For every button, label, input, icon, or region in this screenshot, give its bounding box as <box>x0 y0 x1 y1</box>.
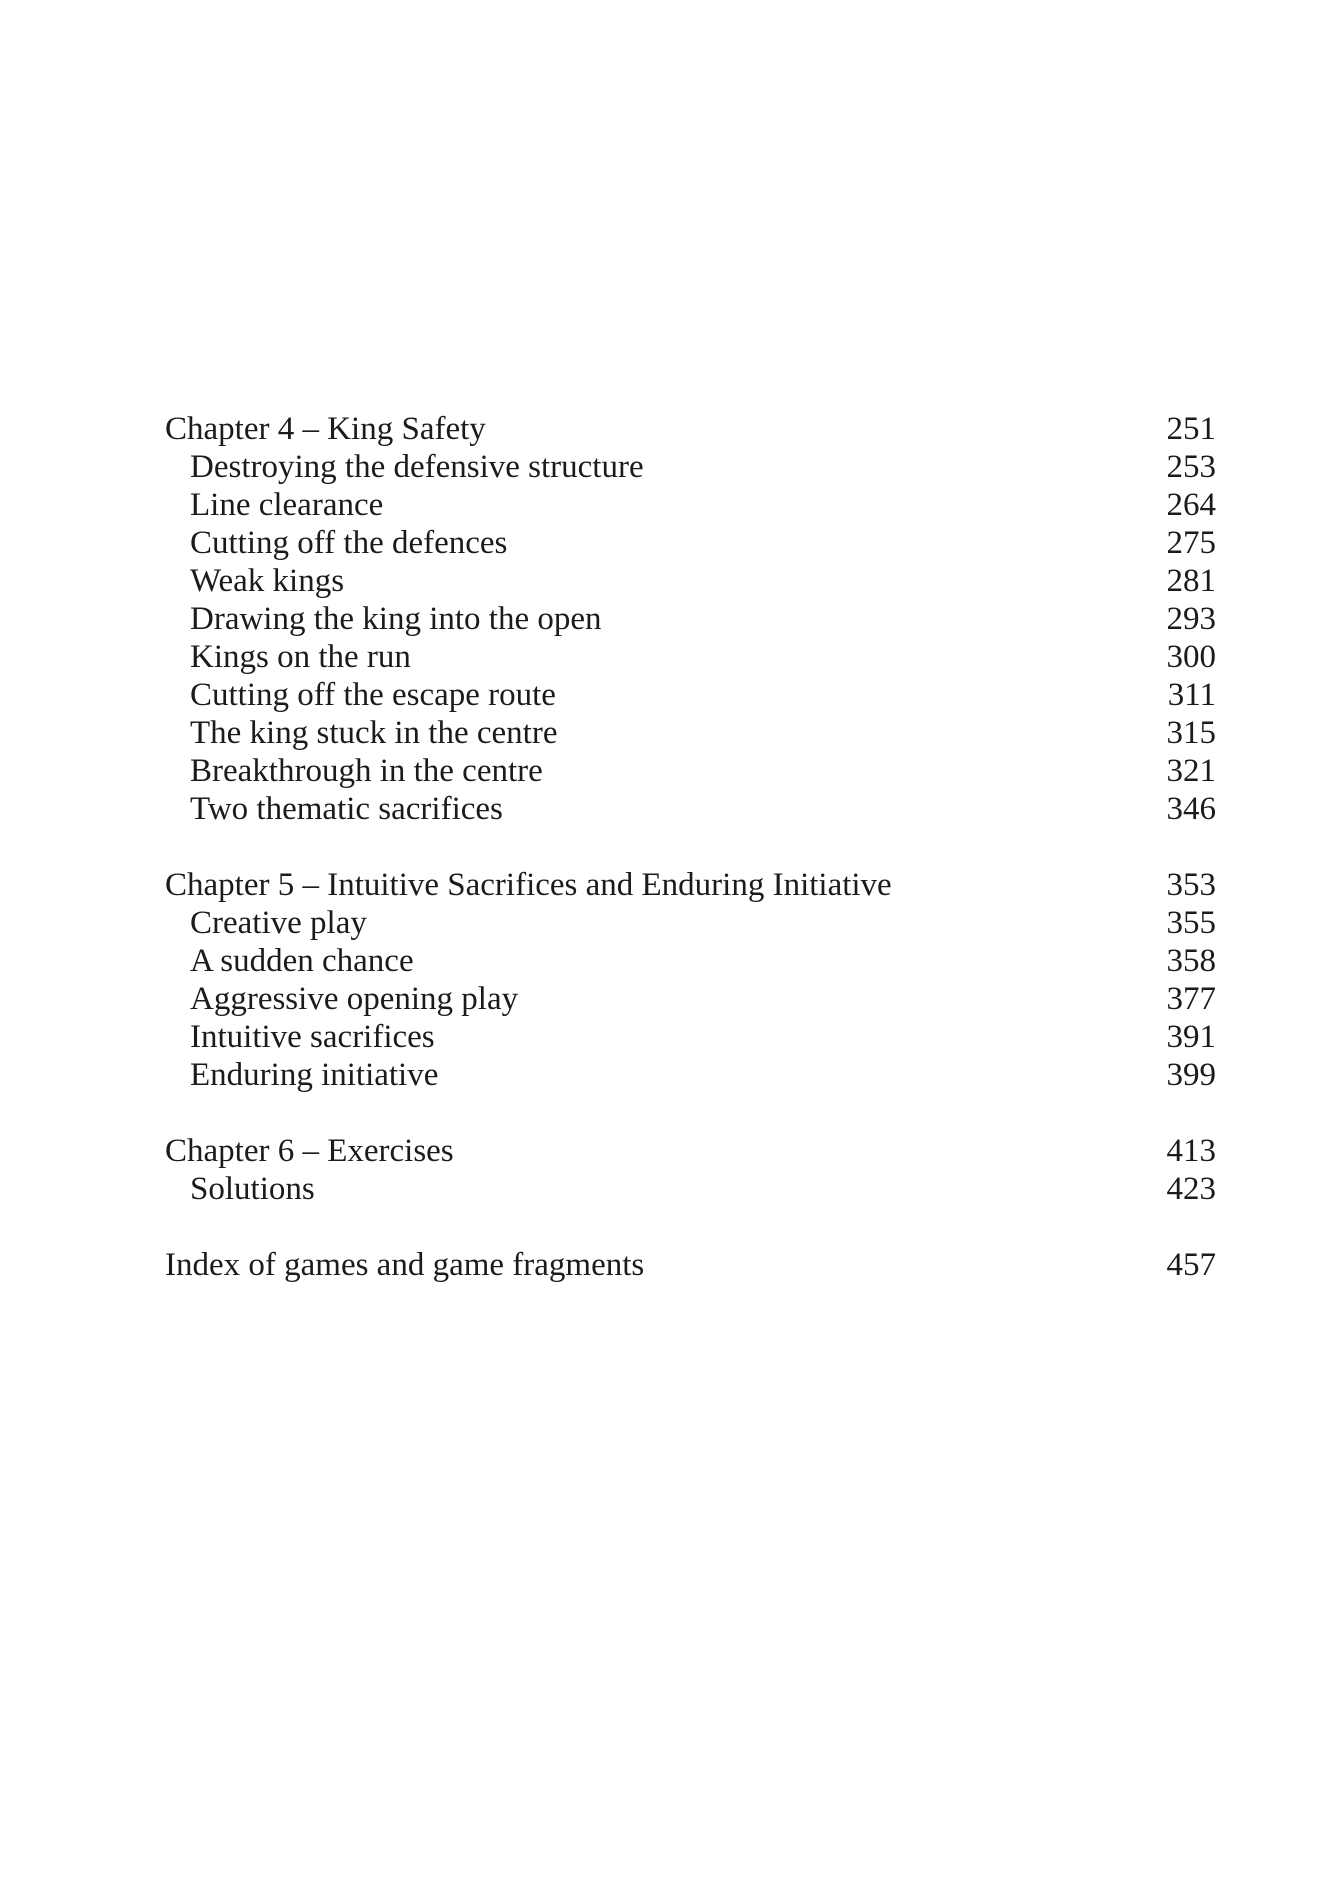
toc-entry-page-number: 399 <box>1166 1057 1216 1093</box>
toc-section <box>165 1132 1216 1208</box>
toc-entry-page-number: 311 <box>1167 677 1216 713</box>
toc-entry-label: Kings on the run <box>190 639 411 675</box>
toc-entry-label: The king stuck in the centre <box>190 715 558 751</box>
toc-entry-label: Two thematic sacrifices <box>190 791 503 827</box>
toc-entry-row <box>165 448 1216 486</box>
toc-chapter-row <box>165 410 1216 448</box>
toc-chapter-page-number: 457 <box>1166 1247 1216 1283</box>
toc-entry-label: Cutting off the defences <box>190 525 508 561</box>
toc-chapter-row <box>165 1246 1216 1284</box>
table-of-contents <box>165 410 1216 1322</box>
toc-section <box>165 866 1216 1094</box>
toc-entry-page-number: 264 <box>1166 487 1216 523</box>
toc-entry-page-number: 391 <box>1166 1019 1216 1055</box>
toc-chapter-page-number: 413 <box>1166 1133 1216 1169</box>
toc-entry-row <box>165 562 1216 600</box>
toc-entry-row <box>165 904 1216 942</box>
toc-entry-row <box>165 676 1216 714</box>
toc-entry-row <box>165 1018 1216 1056</box>
toc-entry-row <box>165 942 1216 980</box>
toc-entry-page-number: 321 <box>1166 753 1216 789</box>
toc-entry-page-number: 315 <box>1166 715 1216 751</box>
toc-entry-page-number: 377 <box>1166 981 1216 1017</box>
toc-chapter-row <box>165 866 1216 904</box>
toc-chapter-title: Chapter 5 – Intuitive Sacrifices and Enduring Initiative <box>165 867 892 903</box>
toc-entry-row <box>165 790 1216 828</box>
toc-entry-page-number: 293 <box>1166 601 1216 637</box>
toc-entry-page-number: 275 <box>1166 525 1216 561</box>
toc-entry-row <box>165 524 1216 562</box>
toc-entry-label: Solutions <box>190 1171 315 1207</box>
toc-chapter-page-number: 353 <box>1166 867 1216 903</box>
toc-chapter-title: Index of games and game fragments <box>165 1247 645 1283</box>
toc-entry-row <box>165 638 1216 676</box>
toc-entry-label: Enduring initiative <box>190 1057 439 1093</box>
toc-entry-row <box>165 1056 1216 1094</box>
toc-entry-page-number: 300 <box>1166 639 1216 675</box>
toc-entry-label: Intuitive sacrifices <box>190 1019 435 1055</box>
toc-entry-page-number: 346 <box>1166 791 1216 827</box>
toc-chapter-page-number: 251 <box>1166 411 1216 447</box>
toc-entry-page-number: 281 <box>1166 563 1216 599</box>
toc-entry-row <box>165 486 1216 524</box>
toc-entry-page-number: 355 <box>1166 905 1216 941</box>
toc-entry-label: Destroying the defensive structure <box>190 449 644 485</box>
toc-entry-row <box>165 714 1216 752</box>
toc-entry-label: Drawing the king into the open <box>190 601 602 637</box>
toc-entry-label: Weak kings <box>190 563 345 599</box>
toc-section <box>165 1246 1216 1284</box>
toc-entry-row <box>165 980 1216 1018</box>
toc-chapter-title: Chapter 4 – King Safety <box>165 411 486 447</box>
toc-entry-label: Line clearance <box>190 487 384 523</box>
toc-chapter-row <box>165 1132 1216 1170</box>
toc-entry-label: Cutting off the escape route <box>190 677 556 713</box>
toc-entry-page-number: 253 <box>1166 449 1216 485</box>
toc-entry-label: Breakthrough in the centre <box>190 753 543 789</box>
toc-chapter-title: Chapter 6 – Exercises <box>165 1133 454 1169</box>
toc-entry-page-number: 358 <box>1166 943 1216 979</box>
toc-entry-label: A sudden chance <box>190 943 414 979</box>
toc-entry-row <box>165 600 1216 638</box>
toc-entry-row <box>165 752 1216 790</box>
toc-entry-row <box>165 1170 1216 1208</box>
toc-section <box>165 410 1216 828</box>
toc-entry-label: Creative play <box>190 905 367 941</box>
toc-entry-label: Aggressive opening play <box>190 981 519 1017</box>
toc-entry-page-number: 423 <box>1166 1171 1216 1207</box>
